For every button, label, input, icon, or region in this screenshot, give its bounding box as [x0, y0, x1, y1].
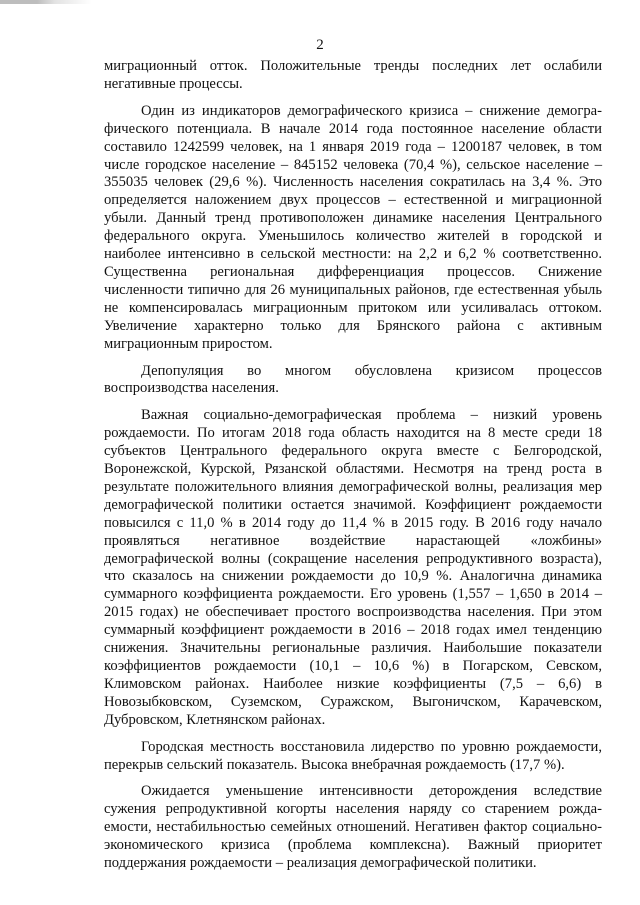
paragraph-continuation: миграционный отток. Положительные тренды последних лет ослабили негативные процессы.: [104, 58, 602, 92]
scan-edge-mark: [0, 0, 92, 4]
paragraph-depopulation: Депопуляция во многом обусловлена кризисом процессов воспроизводства населения.: [104, 362, 602, 397]
paragraph-birth-rate: Важная социально-демографическая проблема – низкий уровень рождаемости. По итогам 2018 года область находится на 8 месте среди 18 субъектов Центрального федерального округа вместе с Белгородской, Воронежской, Курской, Рязанской областями. Несмотря на тренд роста в результате положительного влияния демографической волны, реализация мер демографической политики остается значимой. Коэффициент рождаемости повысился с 11,0 % в 2014 году до 11,4 % в 2015 году. В 2016 году начало проявляться негативное воздействие нарастающей «ложбины» демографической волны (сокращение населения репродуктивного возраста), что сказалось на снижении рождаемости до 10,9 %. Аналогична динамика суммарного коэффициента рождаемости. Его уровень (1,557 – 1,650 в 2014 – 2015 годах) не обеспечивает простого воспроизводства населения. При этом суммарный коэффициент рождаемости в 2016 – 2018 годах имел тенденцию снижения. Значительны региональные различия. Наибольшие показатели коэффициентов рождаемости (10,1 – 10,6 %) в Погарском, Севском, Климовском районах. Наиболее низкие коэффициенты (7,5 – 6,6) в Новозыбковском, Суземском, Суражском, Выгоничском, Карачевском, Дубровском, Клетнянском районах.: [104, 407, 602, 728]
paragraph-demographic-potential: Один из индикаторов демографического кризиса – снижение демографического потенциала. В начале 2014 года постоянное население области составило 1242599 человек, на 1 января 2019 года – 1200187 человек, в том числе городское население – 845152 человека (70,4 %), сельское население – 355035 человек (29,6 %). Численность населения сократилась на 3,4 %. Это определяется наложением двух процессов – естественной и миграционной убыли. Данный тренд противоположен динамике населения Центрального федерального округа. Уменьшилось количество жителей в городской и наиболее интенсивно в сельской местности: на 2,2 и 6,2 % соответственно. Существенна региональная дифференциация процессов. Снижение численности типично для 26 муниципальных районов, где естественная убыль не компенсировалась миграционным притоком или усиливалась оттоком. Увеличение характерно только для Брянского района с активным миграционным приростом.: [104, 102, 602, 352]
paragraph-urban-leadership: Городская местность восстановила лидерство по уровню рождаемости, перекрыв сельский показатель. Высока внебрачная рождаемость (17,7 %).: [104, 738, 602, 773]
page-number: 2: [316, 37, 324, 53]
document-body: [104, 58, 602, 882]
paragraph-forecast: Ожидается уменьшение интенсивности деторождения вследствие сужения репродуктивной когорты населения наряду со старением рождаемости, нестабильностью семейных отношений. Негативен фактор социально-экономического кризиса (проблема комплексна). Важный приоритет поддержания рождаемости – реализация демографической политики.: [104, 783, 602, 872]
